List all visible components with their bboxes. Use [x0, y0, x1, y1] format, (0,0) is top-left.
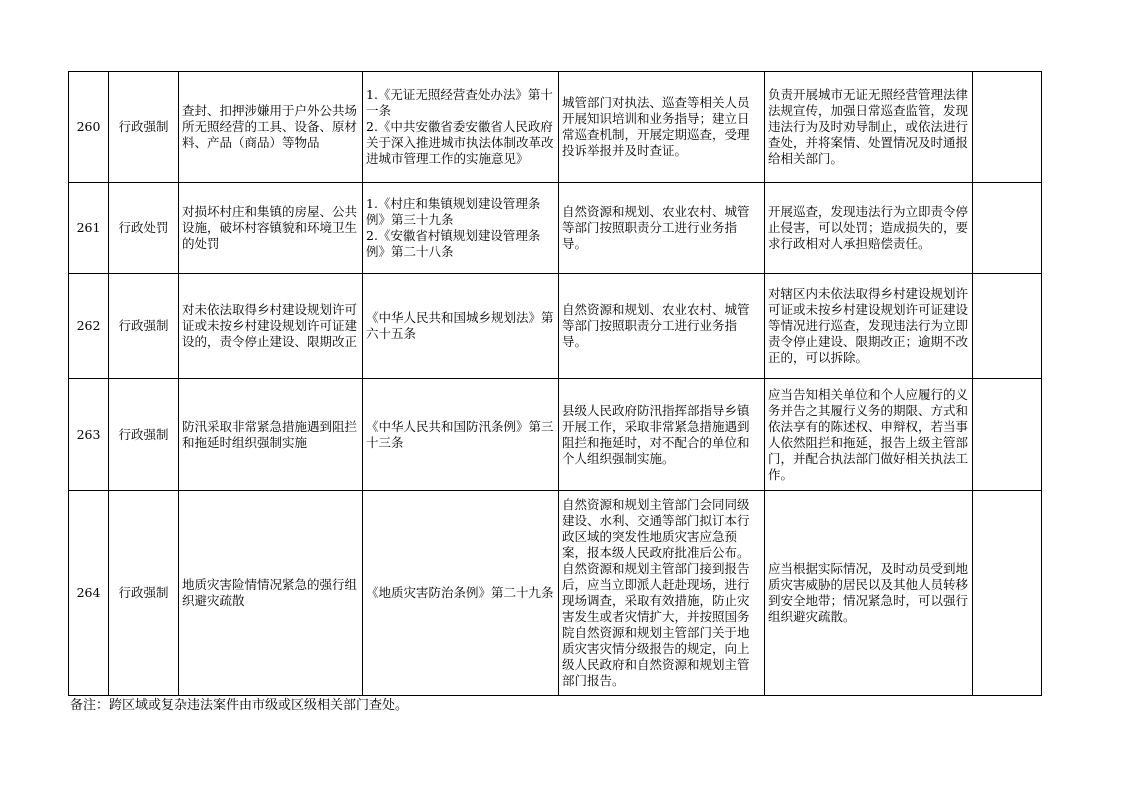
row-number: 260: [69, 72, 109, 183]
legal-basis-line: 2.《中共安徽省委安徽省人民政府关于深入推进城市执法体制改革改进城市管理工作的实施意见》: [366, 119, 554, 166]
township-duty: 应当告知相关单位和个人应履行的义务并告之其履行义务的期限、方式和依法享有的陈述权、申辩权，若当事人依然阻拦和拖延，报告上级主管部门，并配合执法部门做好相关执法工作。: [765, 379, 973, 491]
enforcement-table: [68, 71, 1042, 696]
row-number: 261: [69, 183, 109, 274]
legal-basis-line: 1.《村庄和集镇规划建设管理条例》第三十九条: [366, 196, 541, 227]
legal-basis-line: 1.《无证无照经营查处办法》第十一条: [366, 87, 553, 118]
legal-basis: [363, 72, 559, 183]
item-description: 对损坏村庄和集镇的房屋、公共设施，破坏村容镇貌和环境卫生的处罚: [179, 183, 363, 274]
township-duty: 应当根据实际情况，及时动员受到地质灾害威胁的居民以及其他人员转移到安全地带；情况紧急时，可以强行组织避灾疏散。: [765, 491, 973, 696]
department-duty: 自然资源和规划、农业农村、城管等部门按照职责分工进行业务指导。: [559, 274, 765, 379]
enforcement-type: 行政强制: [109, 491, 179, 696]
remarks-cell: [973, 183, 1042, 274]
table-row: [69, 183, 1042, 274]
table-row: [69, 379, 1042, 491]
table-row: [69, 274, 1042, 379]
table-row: [69, 491, 1042, 696]
row-number: 262: [69, 274, 109, 379]
legal-basis: [363, 491, 559, 696]
enforcement-type: 行政强制: [109, 72, 179, 183]
department-duty: 城管部门对执法、巡查等相关人员开展知识培训和业务指导；建立日常巡查机制，开展定期巡查，受理投诉举报并及时查证。: [559, 72, 765, 183]
legal-basis-line: 《中华人民共和国城乡规划法》第六十五条: [366, 310, 554, 341]
table-row: [69, 72, 1042, 183]
enforcement-type: 行政强制: [109, 379, 179, 491]
township-duty: 对辖区内未依法取得乡村建设规划许可证或未按乡村建设规划许可证建设等情况进行巡查，发现违法行为立即责令停止建设、限期改正；逾期不改正的，可以拆除。: [765, 274, 973, 379]
remarks-cell: [973, 491, 1042, 696]
item-description: 地质灾害险情情况紧急的强行组织避灾疏散: [179, 491, 363, 696]
legal-basis-line: 《地质灾害防治条例》第二十九条: [366, 585, 554, 600]
department-duty: 自然资源和规划主管部门会同同级建设、水利、交通等部门拟订本行政区域的突发性地质灾害应急预案，报本级人民政府批准后公布。自然资源和规划主管部门接到报告后，应当立即派人赶赴现场，进行现场调查，采取有效措施，防止灾害发生或者灾情扩大，并按照国务院自然资源和规划主管部门关于地质灾害灾情分级报告的规定，向上级人民政府和自然资源和规划主管部门报告。: [559, 491, 765, 696]
township-duty: 开展巡查，发现违法行为立即责令停止侵害，可以处罚；造成损失的，要求行政相对人承担赔偿责任。: [765, 183, 973, 274]
item-description: 对未依法取得乡村建设规划许可证或未按乡村建设规划许可证建设的，责令停止建设、限期改正: [179, 274, 363, 379]
legal-basis: [363, 183, 559, 274]
legal-basis: [363, 379, 559, 491]
legal-basis-line: 2.《安徽省村镇规划建设管理条例》第二十八条: [366, 228, 541, 259]
footnote: 备注：跨区域或复杂违法案件由市级或区级相关部门查处。: [70, 698, 409, 713]
legal-basis-line: 《中华人民共和国防汛条例》第三十三条: [366, 418, 554, 450]
enforcement-type: 行政强制: [109, 274, 179, 379]
legal-basis: [363, 274, 559, 379]
remarks-cell: [973, 379, 1042, 491]
township-duty: 负责开展城市无证无照经营管理法律法规宣传，加强日常巡查监管，发现违法行为及时劝导制止，或依法进行查处，并将案情、处置情况及时通报给相关部门。: [765, 72, 973, 183]
item-description: 查封、扣押涉嫌用于户外公共场所无照经营的工具、设备、原材料、产品（商品）等物品: [179, 72, 363, 183]
enforcement-type: 行政处罚: [109, 183, 179, 274]
remarks-cell: [973, 72, 1042, 183]
remarks-cell: [973, 274, 1042, 379]
row-number: 263: [69, 379, 109, 491]
item-description: 防汛采取非常紧急措施遇到阻拦和拖延时组织强制实施: [179, 379, 363, 491]
row-number: 264: [69, 491, 109, 696]
department-duty: 自然资源和规划、农业农村、城管等部门按照职责分工进行业务指导。: [559, 183, 765, 274]
department-duty: 县级人民政府防汛指挥部指导乡镇开展工作，采取非常紧急措施遇到阻拦和拖延时，对不配合的单位和个人组织强制实施。: [559, 379, 765, 491]
